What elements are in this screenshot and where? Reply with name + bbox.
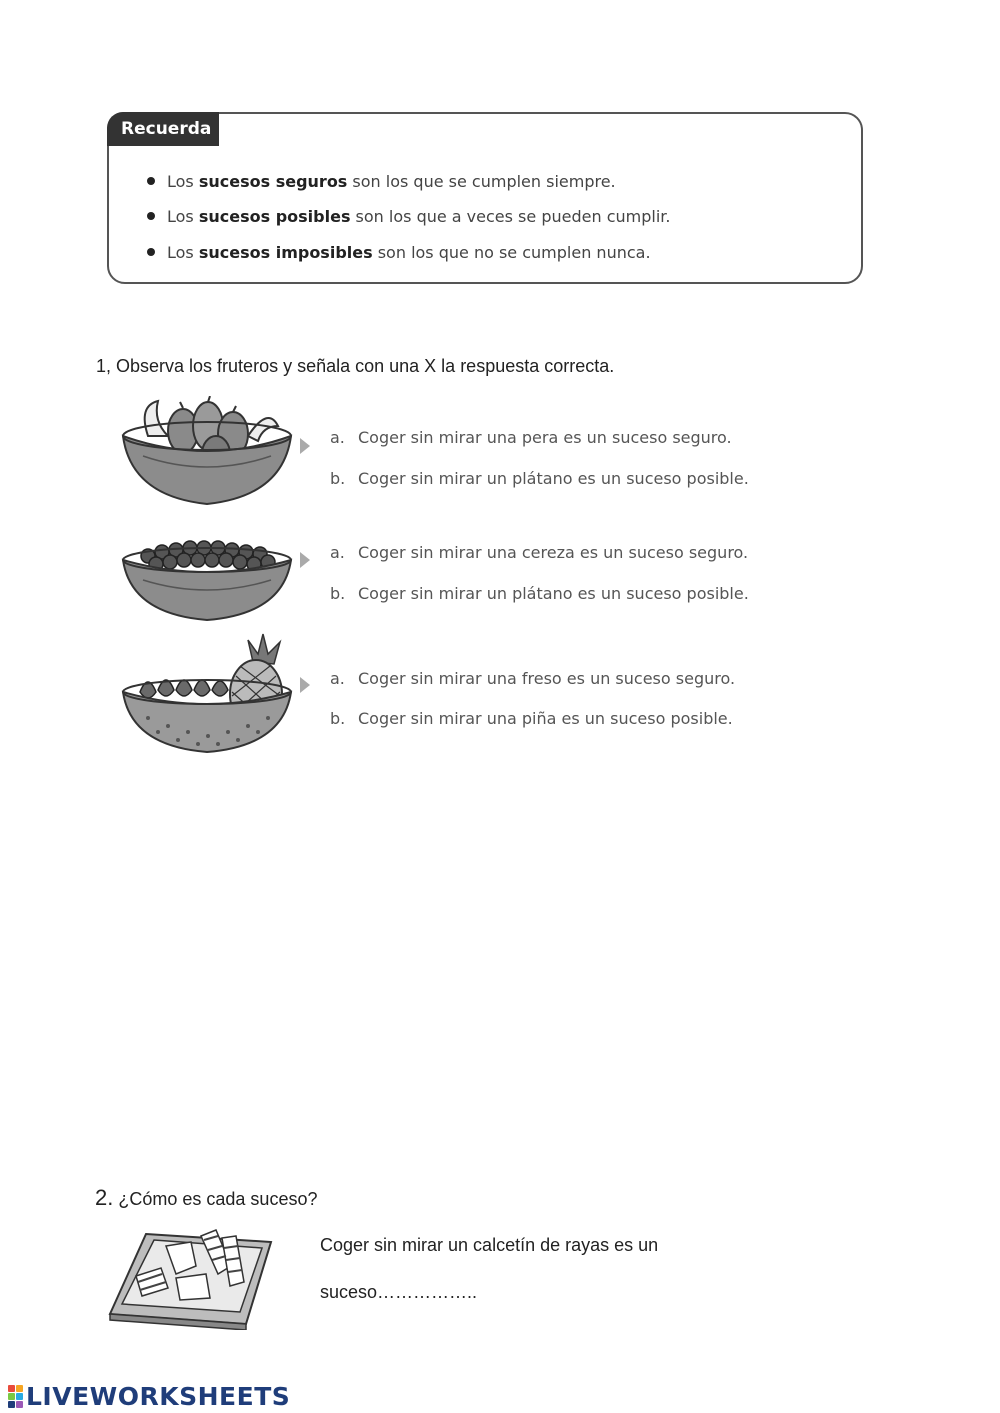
fruit-bowl-cherries-icon (118, 528, 296, 622)
fruit-bowl-strawberries-pineapple-icon (118, 632, 296, 754)
bullet-icon (147, 212, 155, 220)
logo-square-icon (8, 1401, 15, 1408)
logo-square-icon (16, 1385, 23, 1392)
option-2a[interactable]: a. Coger sin mirar una cereza es un suceso seguro. (330, 543, 749, 562)
logo-square-icon (16, 1401, 23, 1408)
question-2-text-line2[interactable]: suceso…………….. (320, 1282, 478, 1302)
sock-box-icon (106, 1226, 274, 1330)
option-1b[interactable]: b. Coger sin mirar un plátano es un suceso posible. (330, 469, 749, 488)
logo-square-icon (8, 1393, 15, 1400)
option-2b[interactable]: b. Coger sin mirar un plátano es un suceso posible. (330, 584, 749, 603)
recuerda-box (107, 112, 863, 284)
option-1a[interactable]: a. Coger sin mirar una pera es un suceso seguro. (330, 428, 732, 447)
logo-grid-icon (8, 1385, 23, 1408)
bullet-icon (147, 177, 155, 185)
recuerda-title: Recuerda (107, 112, 219, 146)
rule-imposibles: Los sucesos imposibles son los que no se cumplen nunca. (147, 243, 651, 262)
question-2-label: 2. ¿Cómo es cada suceso? (95, 1185, 318, 1210)
question-2-text-line1: Coger sin mirar un calcetín de rayas es un (320, 1235, 659, 1255)
logo-text: LIVEWORKSHEETS (26, 1381, 291, 1411)
logo-square-icon (8, 1385, 15, 1392)
arrow-icon (300, 552, 310, 568)
liveworksheets-logo (8, 1382, 290, 1410)
arrow-icon (300, 438, 310, 454)
rule-seguros: Los sucesos seguros son los que se cumplen siempre. (147, 172, 616, 191)
arrow-icon (300, 677, 310, 693)
option-3b[interactable]: b. Coger sin mirar una piña es un suceso posible. (330, 709, 733, 728)
rule-posibles: Los sucesos posibles son los que a veces se pueden cumplir. (147, 207, 670, 226)
question-1-label: 1, Observa los fruteros y señala con una X la respuesta correcta. (96, 356, 615, 376)
logo-square-icon (16, 1393, 23, 1400)
option-3a[interactable]: a. Coger sin mirar una freso es un suceso seguro. (330, 669, 736, 688)
bullet-icon (147, 248, 155, 256)
fruit-bowl-pears-bananas-icon (118, 396, 296, 508)
